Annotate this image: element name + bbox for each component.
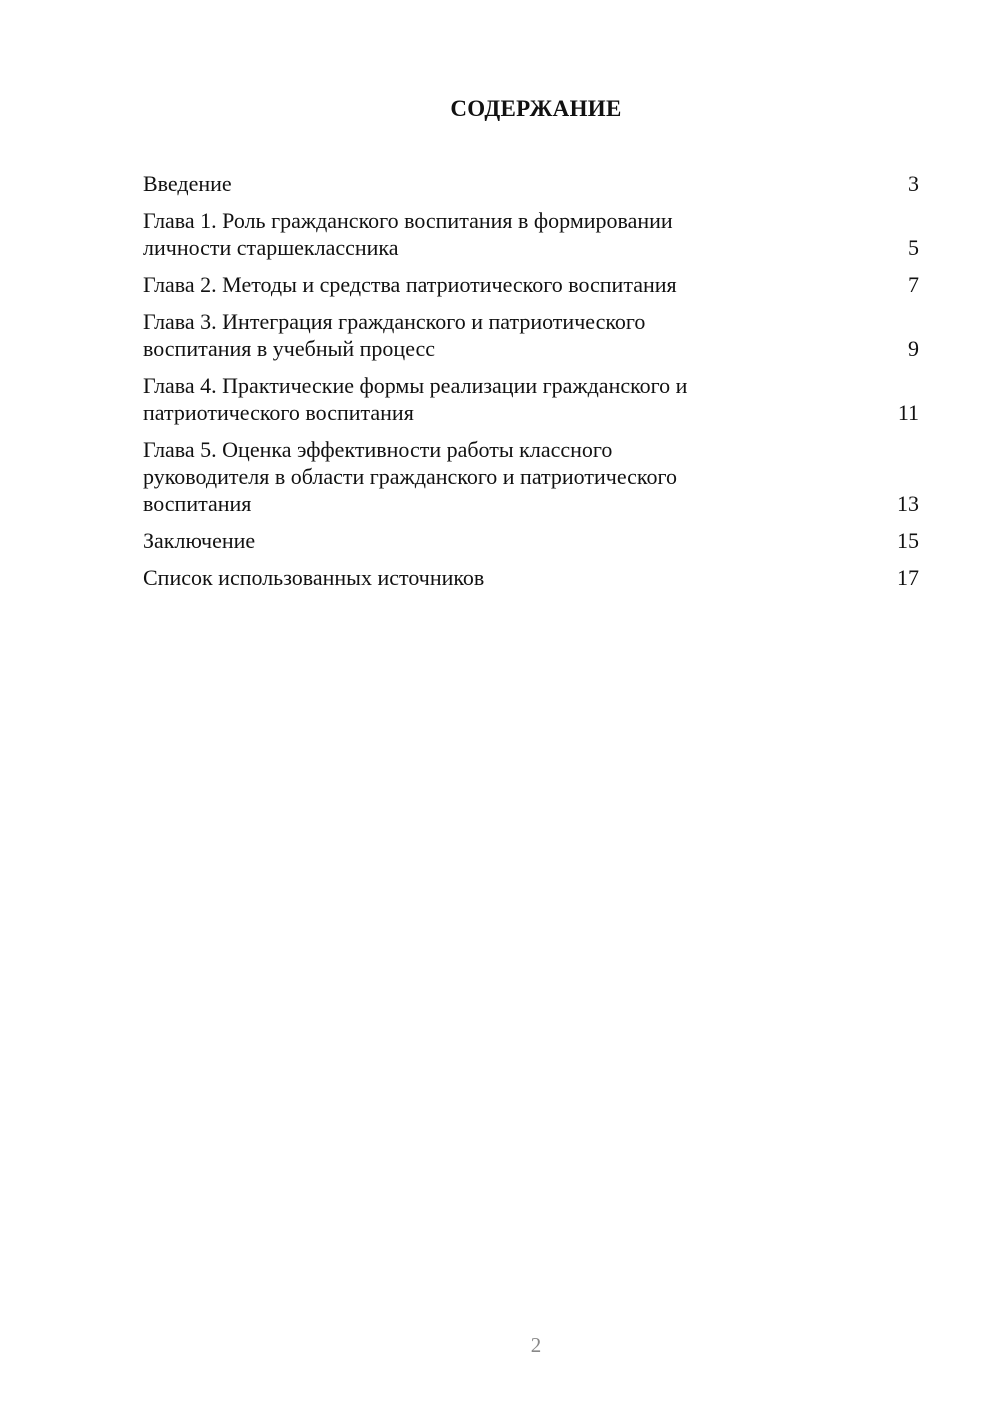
toc-entry-text: Введение bbox=[143, 171, 232, 196]
toc-entry-page: 9 bbox=[908, 336, 919, 361]
toc-entry-text: Список использованных источников bbox=[143, 565, 485, 590]
toc-entry-conclusion bbox=[143, 527, 919, 554]
toc-entry-page: 7 bbox=[908, 272, 919, 297]
toc-entry-introduction bbox=[143, 170, 919, 197]
toc-entry-chapter-4 bbox=[143, 372, 919, 426]
toc-entry-text: Глава 5. Оценка эффективности работы классного руководителя в области гражданского и патриотического воспитания bbox=[143, 437, 677, 516]
toc-entry-text: Глава 2. Методы и средства патриотического воспитания bbox=[143, 272, 677, 297]
toc-entry-page: 5 bbox=[908, 235, 919, 260]
toc-entry-chapter-2 bbox=[143, 271, 919, 298]
table-of-contents bbox=[143, 170, 919, 601]
toc-entry-chapter-5 bbox=[143, 436, 919, 517]
page-number: 2 bbox=[530, 1333, 542, 1357]
toc-entry-page: 17 bbox=[897, 565, 919, 590]
toc-entry-page: 15 bbox=[897, 528, 919, 553]
page-title: СОДЕРЖАНИЕ bbox=[450, 96, 622, 121]
toc-entry-text: Заключение bbox=[143, 528, 256, 553]
toc-entry-text: Глава 1. Роль гражданского воспитания в формировании личности старшеклассника bbox=[143, 208, 673, 260]
toc-entry-text: Глава 3. Интеграция гражданского и патриотического воспитания в учебный процесс bbox=[143, 309, 646, 361]
toc-entry-chapter-1 bbox=[143, 207, 919, 261]
toc-entry-chapter-3 bbox=[143, 308, 919, 362]
toc-entry-page: 3 bbox=[908, 171, 919, 196]
toc-entry-references bbox=[143, 564, 919, 591]
toc-entry-text: Глава 4. Практические формы реализации гражданского и патриотического воспитания bbox=[143, 373, 688, 425]
toc-entry-page: 13 bbox=[897, 491, 919, 516]
toc-entry-page: 11 bbox=[897, 400, 919, 425]
